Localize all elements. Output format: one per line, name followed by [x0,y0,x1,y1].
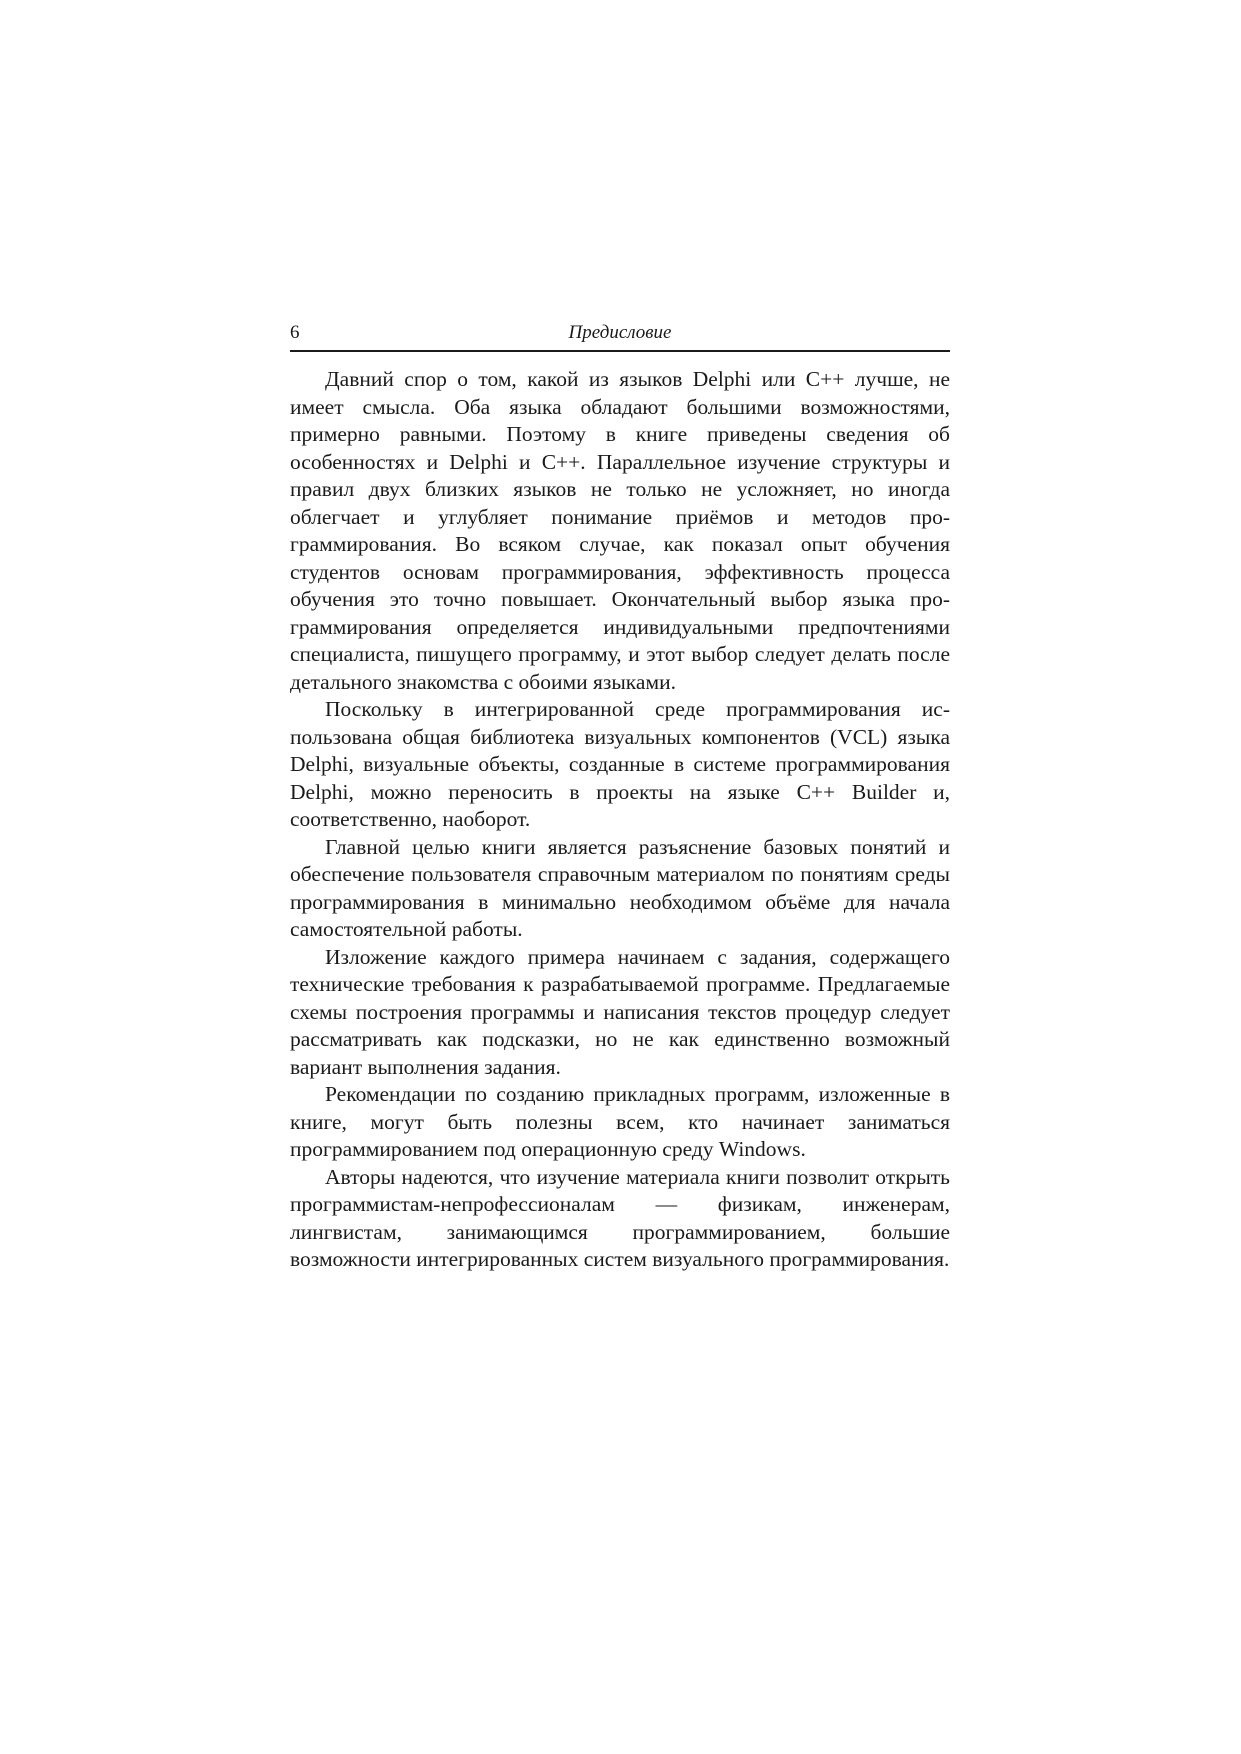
book-page [290,320,950,1274]
paragraph-2: Поскольку в интегрированной среде программирования использована общая библиотека визуальных компонентов (VCL) языка Delphi, визуальные объекты, созданные в системе программирования Delphi, можно переносить в проекты на языке C++ Builder и, соответственно, наоборот. [290,697,950,831]
running-head [290,320,950,352]
paragraph-5: Рекомендации по созданию прикладных программ, изложенные в книге, могут быть полезны всем, кто начинает заниматься программированием под операционную среду Windows. [290,1082,950,1161]
paragraph-6: Авторы надеются, что изучение материала книги позволит открыть программистам-непрофессионалам — физикам, инженерам, лингвистам, занимающимся программированием, большие возможности интегрированных систем визуального программирования. [290,1164,950,1271]
section-title: Предисловие [568,322,672,343]
page-number: 6 [290,322,300,343]
body-text [290,366,950,1274]
paragraph-3: Главной целью книги является разъяснение базовых понятий и обеспечение пользователя справочным материалом по понятиям среды программирования в минимально необходимом объёме для начала самостоятельной работы. [290,834,950,941]
paragraph-1: Давний спор о том, какой из языков Delphi или C++ лучше, не имеет смысла. Оба языка обладают большими возможностями, примерно равными. Поэтому в книге приведены сведения об особенностях и Delphi и C++. Параллельное изучение структуры и правил двух близких языков не только не усложняет, но иногда облегчает и углубляет понимание приёмов и методов программирования. Во всяком случае, как показал опыт обучения студентов основам программирования, эффективность процесса обучения это точно повышает. Окончательный выбор языка программирования определяется индивидуальными предпочтениями специалиста, пишущего программу, и этот выбор следует делать после детального знакомства с обоими языками. [290,367,950,694]
paragraph-4: Изложение каждого примера начинаем с задания, содержащего технические требования к разрабатываемой программе. Предлагаемые схемы построения программы и написания текстов процедур следует рассматривать как подсказки, но не как единственно возможный вариант выполнения задания. [290,944,950,1079]
